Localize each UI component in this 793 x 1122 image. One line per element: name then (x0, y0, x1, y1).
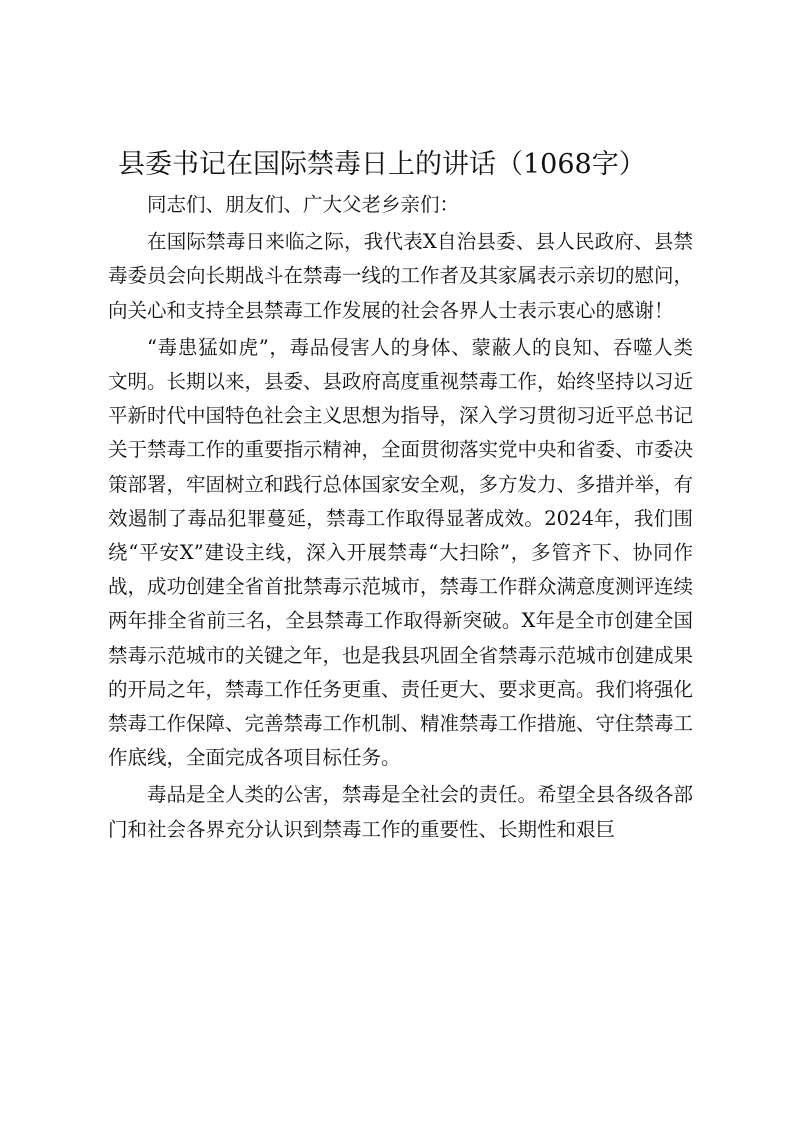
document-body (108, 188, 693, 850)
paragraph-salutation: 同志们、朋友们、广大父老乡亲们： (147, 193, 460, 216)
paragraph-achievements: “毒患猛如虎”，毒品侵害人的身体、蒙蔽人的良知、吞噬人类文明。长期以来，县委、县政府高度重视禁毒工作，始终坚持以习近平新时代中国特色社会主义思想为指导，深入学习贯彻习近平总书记关于禁毒工作的重要指示精神，全面贯彻落实党中央和省委、市委决策部署，牢固树立和践行总体国家安全观，多方发力、多措并举，有效遏制了毒品犯罪蔓延，禁毒工作取得显著成效。2024年，我们围绕“平安X”建设主线，深入开展禁毒“大扫除”，多管齐下、协同作战，成功创建全省首批禁毒示范城市，禁毒工作群众满意度测评连续两年排全省前三名，全县禁毒工作取得新突破。X年是全市创建全国禁毒示范城市的关键之年，也是我县巩固全省禁毒示范城市创建成果的开局之年，禁毒工作任务更重、责任更大、要求更高。我们将强化禁毒工作保障、完善禁毒工作机制、精准禁毒工作措施、守住禁毒工作底线，全面完成各项目标任务。 (108, 335, 694, 770)
document-title: 县委书记在国际禁毒日上的讲话（1068字） (118, 149, 646, 180)
paragraph-greeting: 在国际禁毒日来临之际，我代表X自治县委、县人民政府、县禁毒委员会向长期战斗在禁毒一线的工作者及其家属表示亲切的慰问，向关心和支持全县禁毒工作发展的社会各界人士表示衷心的感谢！ (108, 230, 694, 322)
paragraph-responsibility: 毒品是全人类的公害，禁毒是全社会的责任。希望全县各级各部门和社会各界充分认识到禁毒工作的重要性、长期性和艰巨 (108, 783, 694, 841)
